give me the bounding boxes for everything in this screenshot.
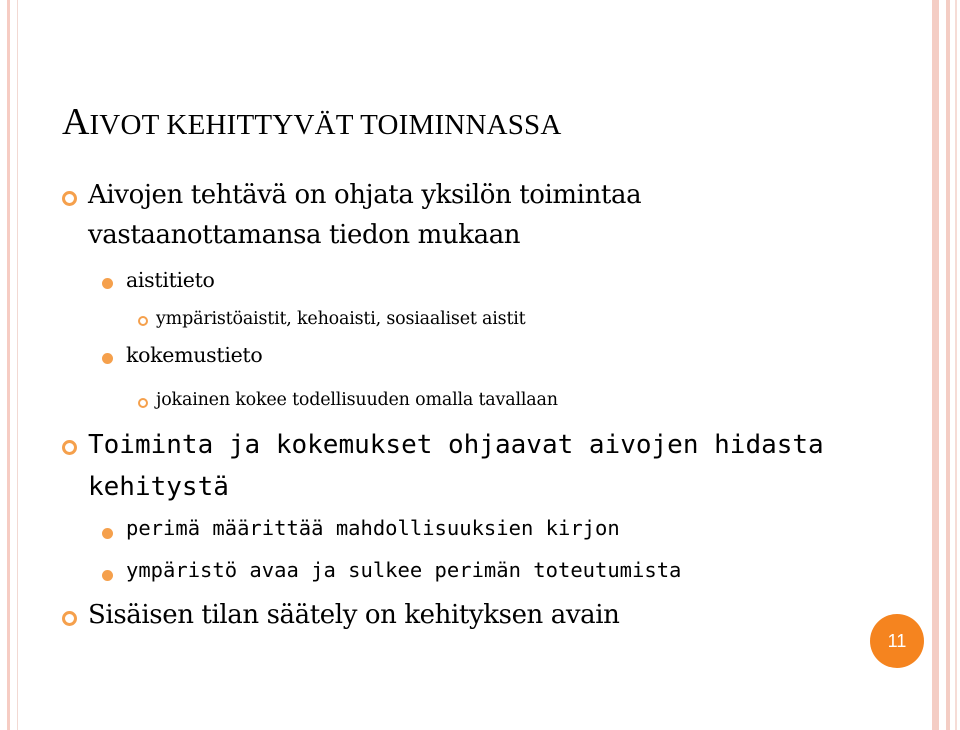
small-ring-bullet-icon (138, 316, 148, 326)
right-decor-stripe-2 (946, 0, 950, 730)
bullet-text-line: kehitystä (88, 472, 229, 502)
small-ring-bullet-icon (138, 398, 148, 408)
page-number-badge: 11 (870, 614, 924, 668)
sub-bullet-text: kokemustieto (126, 343, 263, 367)
dot-bullet-icon (102, 528, 113, 539)
slide-title-rest: IVOT KEHITTYVÄT TOIMINNASSA (89, 109, 562, 141)
right-decor-stripe (932, 0, 939, 730)
sub-bullet-text: perimä määrittää mahdollisuuksien kirjon (126, 516, 620, 540)
slide-title-initial: A (62, 101, 90, 143)
ring-bullet-icon (62, 440, 77, 455)
bullet-text-line: Toiminta ja kokemukset ohjaavat aivojen hidasta (88, 430, 824, 460)
dot-bullet-icon (102, 570, 113, 581)
ring-bullet-icon (62, 191, 77, 206)
ring-bullet-icon (62, 611, 77, 626)
right-decor-stripe-3 (955, 0, 957, 730)
bullet-text-line: Aivojen tehtävä on ohjata yksilön toimintaa (88, 180, 642, 210)
dot-bullet-icon (102, 278, 113, 289)
left-decor-stripe (7, 0, 10, 730)
left-decor-thin-stripe (17, 0, 18, 730)
sub-sub-bullet-text: ympäristöaistit, kehoaisti, sosiaaliset aistit (156, 309, 526, 329)
bullet-text-line: vastaanottamansa tiedon mukaan (88, 220, 521, 250)
sub-bullet-text: aistitieto (126, 268, 215, 292)
sub-bullet-text: ympäristö avaa ja sulkee perimän toteutumista (126, 558, 682, 582)
bullet-text-line: Sisäisen tilan säätely on kehityksen avain (88, 600, 620, 630)
sub-sub-bullet-text: jokainen kokee todellisuuden omalla tavallaan (156, 390, 558, 410)
slide-title (62, 100, 562, 144)
dot-bullet-icon (102, 353, 113, 364)
